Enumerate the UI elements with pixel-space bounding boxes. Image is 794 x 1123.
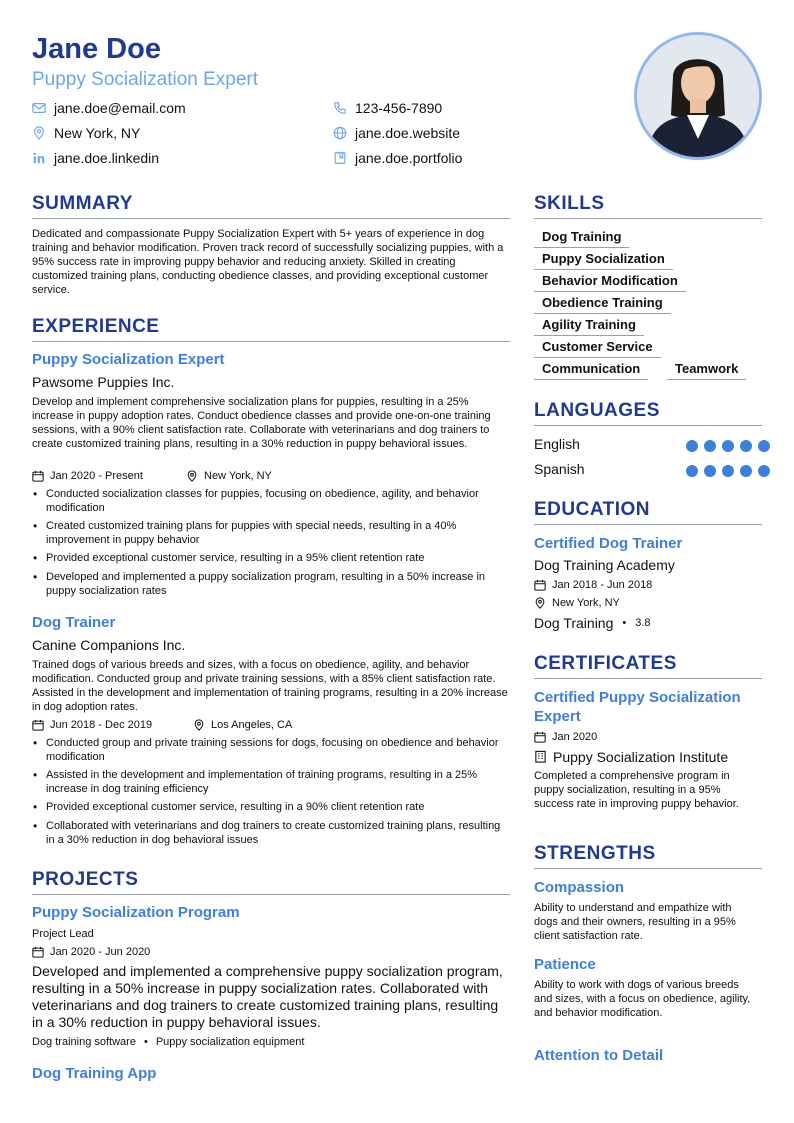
candidate-name: Jane Doe — [32, 33, 161, 65]
education-location: New York, NY — [534, 596, 620, 610]
skill-tag: Agility Training — [534, 317, 644, 336]
job-bullet: • Created customized training plans for puppies with special needs, resulting in a 40% improvement in puppy behavior — [32, 519, 508, 547]
level-dot — [758, 440, 770, 452]
education-school: Dog Training Academy — [534, 557, 675, 573]
level-dot — [740, 440, 752, 452]
summary-text: Dedicated and compassionate Puppy Socialization Expert with 5+ years of experience in dog training and behavior modification. Proven track record of successfully socializing puppies, with a 95% success rate in improving puppy behavior and reducing anxiety. Skilled in creating customized training plans, conducting obedience classes, and providing exceptional customer service. — [32, 228, 504, 296]
job-dates: Jan 2020 - Present — [32, 469, 143, 483]
skill-tag: Communication — [534, 361, 648, 380]
contact-email[interactable] — [32, 99, 186, 117]
skill-tag: Customer Service — [534, 339, 661, 358]
contact-linkedin[interactable] — [32, 149, 159, 167]
separator-dot: • — [622, 616, 627, 629]
level-dot — [722, 465, 734, 477]
website-text: jane.doe.website — [355, 125, 461, 141]
level-dot — [704, 440, 716, 452]
certificate-date: Jan 2020 — [534, 730, 597, 744]
level-dot — [704, 465, 716, 477]
skill-tag: Behavior Modification — [534, 273, 686, 292]
portfolio-icon — [333, 151, 347, 165]
level-dot — [758, 465, 770, 477]
skill-tag: Teamwork — [667, 361, 746, 380]
pin-icon — [186, 470, 198, 482]
job-bullet: • Assisted in the development and implementation of training programs, resulting in a 25% increase in dog training efficiency — [32, 768, 508, 796]
contact-website[interactable] — [333, 124, 460, 142]
job-bullet: • Collaborated with veterinarians and dog trainers to create customized training plans, resulting in a 30% reduction in dog behavioral issues — [32, 819, 508, 847]
level-dot — [722, 440, 734, 452]
strength-title: Patience — [534, 956, 596, 973]
experience-heading: EXPERIENCE — [32, 316, 510, 342]
job-description: Develop and implement comprehensive socialization plans for puppies, resulting in a 25% increase in puppy adoption rates. Conduct obedience classes and provide one-on-one training sessions, with a 90% client satisfaction rate. Collaborate with veterinarians and dog trainers to create customized training plans, resulting in a 30% reduction in puppy behavioral issues. — [32, 396, 491, 450]
portfolio-text: jane.doe.portfolio — [355, 150, 463, 166]
phone-icon — [333, 101, 347, 115]
project-title: Puppy Socialization Program — [32, 904, 240, 921]
language-level — [686, 440, 770, 452]
language-name: English — [534, 436, 580, 452]
strength-description: Ability to understand and empathize with dogs and their owners, resulting in a 95% client satisfaction rate. — [534, 902, 736, 942]
job-bullet: • Developed and implemented a puppy socialization program, resulting in a 50% increase in puppy socialization rates — [32, 570, 508, 598]
pin-icon — [193, 719, 205, 731]
summary-heading: SUMMARY — [32, 193, 510, 219]
calendar-icon — [32, 946, 44, 958]
education-field-gpa — [534, 614, 651, 631]
contact-location — [32, 124, 140, 142]
job-bullet: • Conducted socialization classes for puppies, focusing on obedience, agility, and behavior modification — [32, 487, 508, 515]
calendar-icon — [534, 579, 546, 591]
level-dot — [686, 440, 698, 452]
candidate-title: Puppy Socialization Expert — [32, 69, 259, 90]
calendar-icon — [534, 731, 546, 743]
email-text: jane.doe@email.com — [54, 100, 186, 116]
language-name: Spanish — [534, 461, 585, 477]
project-title: Dog Training App — [32, 1065, 157, 1082]
strength-title: Attention to Detail — [534, 1047, 664, 1064]
education-gpa: 3.8 — [635, 616, 651, 629]
job-title: Puppy Socialization Expert — [32, 351, 225, 368]
linkedin-icon — [32, 151, 46, 165]
job-description: Trained dogs of various breeds and sizes, with a focus on obedience, agility, and behavior modification. Conducted group and private training sessions, with a 85% client satisfaction rate. Assisted in the development and implementation of training programs, resulting in a 20% increase in dog adoption rates. — [32, 659, 508, 713]
calendar-icon — [32, 719, 44, 731]
company-name: Canine Companions Inc. — [32, 637, 186, 653]
skill-tag: Dog Training — [534, 229, 629, 248]
job-title: Dog Trainer — [32, 614, 116, 631]
education-degree: Certified Dog Trainer — [534, 535, 683, 552]
level-dot — [740, 465, 752, 477]
projects-heading: PROJECTS — [32, 869, 510, 895]
education-dates: Jan 2018 - Jun 2018 — [534, 578, 652, 592]
strengths-heading: STRENGTHS — [534, 843, 762, 869]
separator-dot: • — [143, 1036, 148, 1048]
contact-phone[interactable] — [333, 99, 442, 117]
building-icon — [534, 750, 547, 763]
level-dot — [686, 465, 698, 477]
language-level — [686, 465, 770, 477]
strength-title: Compassion — [534, 879, 625, 896]
phone-text: 123-456-7890 — [355, 100, 443, 116]
education-heading: EDUCATION — [534, 499, 762, 525]
job-dates: Jun 2018 - Dec 2019 — [32, 718, 152, 732]
strength-description: Ability to work with dogs of various breeds and sizes, with a focus on obedience, agility, and behavior modification. — [534, 979, 751, 1019]
globe-icon — [333, 126, 347, 140]
job-bullet: • Provided exceptional customer service, resulting in a 90% client retention rate — [32, 800, 508, 814]
certificate-issuer: Puppy Socialization Institute — [534, 748, 728, 765]
project-dates: Jan 2020 - Jun 2020 — [32, 945, 150, 959]
job-location: Los Angeles, CA — [193, 718, 292, 732]
location-icon — [32, 126, 46, 140]
project-tools: Dog training software • Puppy socialization equipment — [32, 1036, 305, 1048]
certificates-heading: CERTIFICATES — [534, 653, 762, 679]
job-bullet: • Provided exceptional customer service, resulting in a 95% client retention rate — [32, 551, 508, 565]
skill-tag: Puppy Socialization — [534, 251, 673, 270]
profile-photo — [634, 32, 762, 160]
job-location: New York, NY — [186, 469, 272, 483]
location-text: New York, NY — [54, 125, 141, 141]
project-role: Project Lead — [32, 928, 94, 940]
company-name: Pawsome Puppies Inc. — [32, 374, 175, 390]
certificate-title: Certified Puppy Socialization Expert — [534, 689, 741, 725]
project-description: Developed and implemented a comprehensive puppy socialization program, resulting in a 50% increase in puppy socialization rates. Collaborated with veterinarians and dog trainers to create customized training plans, resulting in a 30% reduction in puppy behavioral issues. — [32, 963, 503, 1030]
contact-portfolio[interactable] — [333, 149, 462, 167]
avatar-portrait — [637, 35, 759, 157]
skills-heading: SKILLS — [534, 193, 762, 219]
linkedin-text: jane.doe.linkedin — [54, 150, 160, 166]
pin-icon — [534, 597, 546, 609]
job-bullet: • Conducted group and private training sessions for dogs, focusing on obedience and behavior modification — [32, 736, 508, 764]
skill-tag: Obedience Training — [534, 295, 671, 314]
education-field: Dog Training — [534, 614, 614, 631]
certificate-description: Completed a comprehensive program in puppy socialization, resulting in a 95% success rate in improving puppy behavior. — [534, 770, 739, 810]
mail-icon — [32, 101, 46, 115]
calendar-icon — [32, 470, 44, 482]
languages-heading: LANGUAGES — [534, 400, 762, 426]
